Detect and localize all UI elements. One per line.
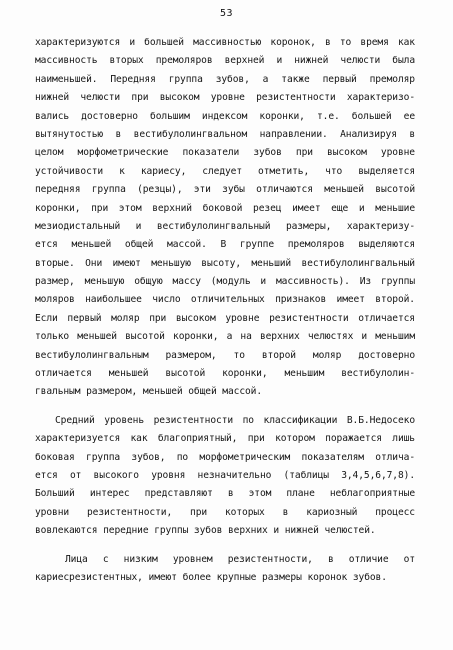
paragraph-spacer bbox=[35, 541, 415, 551]
page-number: 53 bbox=[219, 8, 234, 19]
paragraph-2 bbox=[35, 412, 415, 541]
text-line: целом морфометрические показатели зубов при высоком уровне bbox=[35, 147, 415, 159]
text-line: передняя группа (резцы), эти зубы отличаются меньшей высотой bbox=[35, 184, 415, 196]
paragraph-spacer bbox=[35, 402, 415, 412]
paragraph-1 bbox=[35, 34, 415, 402]
text-line: характеризуется как благоприятный, при котором поражается лишь bbox=[35, 433, 415, 445]
text-line: Если первый моляр при высоком уровне резистентности отличается bbox=[35, 312, 415, 324]
text-line: массивность вторых премоляров верхней и нижней челюсти была bbox=[35, 55, 415, 67]
text-line: характеризуются и большей массивностью коронок, в то время как bbox=[35, 37, 415, 48]
text-line: вторые. Они имеют меньшую высоту, меньший вестибулолингвальный bbox=[35, 257, 415, 269]
text-line: устойчивости к кариесу, следует отметить, что выделяется bbox=[35, 165, 415, 177]
text-line: отличается меньшей высотой коронки, меньшим вестибулолин- bbox=[35, 368, 415, 380]
text-line: боковая группа зубов, по морфометрическим показателям отлича- bbox=[35, 451, 415, 463]
text-line: уровни резистентности, при которых в кариозный процесс bbox=[35, 506, 415, 518]
text-line: мезиодистальный и вестибулолингвальный размеры, характеризу- bbox=[35, 220, 415, 232]
text-line: размер, меньшую общую массу (модуль и массивность). Из группы bbox=[35, 276, 415, 288]
text-line: Средний уровень резистентности по классификации В.Б.Недосеко bbox=[55, 414, 415, 426]
text-line: вовлекаются передние группы зубов верхних и нижней челюстей. bbox=[35, 525, 376, 537]
text-line: Больший интерес представляют в этом плане неблагоприятные bbox=[35, 488, 415, 500]
text-line: вестибулолингвальным размером, то второй моляр достоверно bbox=[35, 349, 415, 361]
text-line: наименьшей. Передняя группа зубов, а также первый премоляр bbox=[35, 73, 415, 85]
text-line: нижней челюсти при высоком уровне резистентности характеризо- bbox=[35, 92, 415, 104]
body-text bbox=[35, 34, 415, 587]
text-line: вались достоверно большим индексом коронки, т.е. большей ее bbox=[35, 110, 415, 122]
text-line: гвальным размером, меньшей общей массой. bbox=[35, 386, 263, 398]
text-line: только меньшей высотой коронки, а на верхних челюстях и меньшим bbox=[35, 331, 415, 343]
text-line: коронки, при этом верхний боковой резец имеет еще и меньшие bbox=[35, 202, 415, 214]
text-line: кариесрезистентных, имеют более крупные размеры коронок зубов. bbox=[35, 571, 387, 583]
text-line: ется меньшей общей массой. В группе премоляров выделяются bbox=[35, 239, 415, 251]
text-line: моляров наибольшее число отличительных признаков имеет второй. bbox=[35, 294, 415, 306]
text-line: вытянутостью в вестибулолингвальном направлении. Анализируя в bbox=[35, 128, 415, 140]
paragraph-3 bbox=[35, 551, 415, 588]
text-line: Лица с низким уровнем резистентности, в отличие от bbox=[65, 553, 415, 565]
text-line: ется от высокого уровня незначительно (таблицы 3,4,5,6,7,8). bbox=[35, 469, 415, 481]
